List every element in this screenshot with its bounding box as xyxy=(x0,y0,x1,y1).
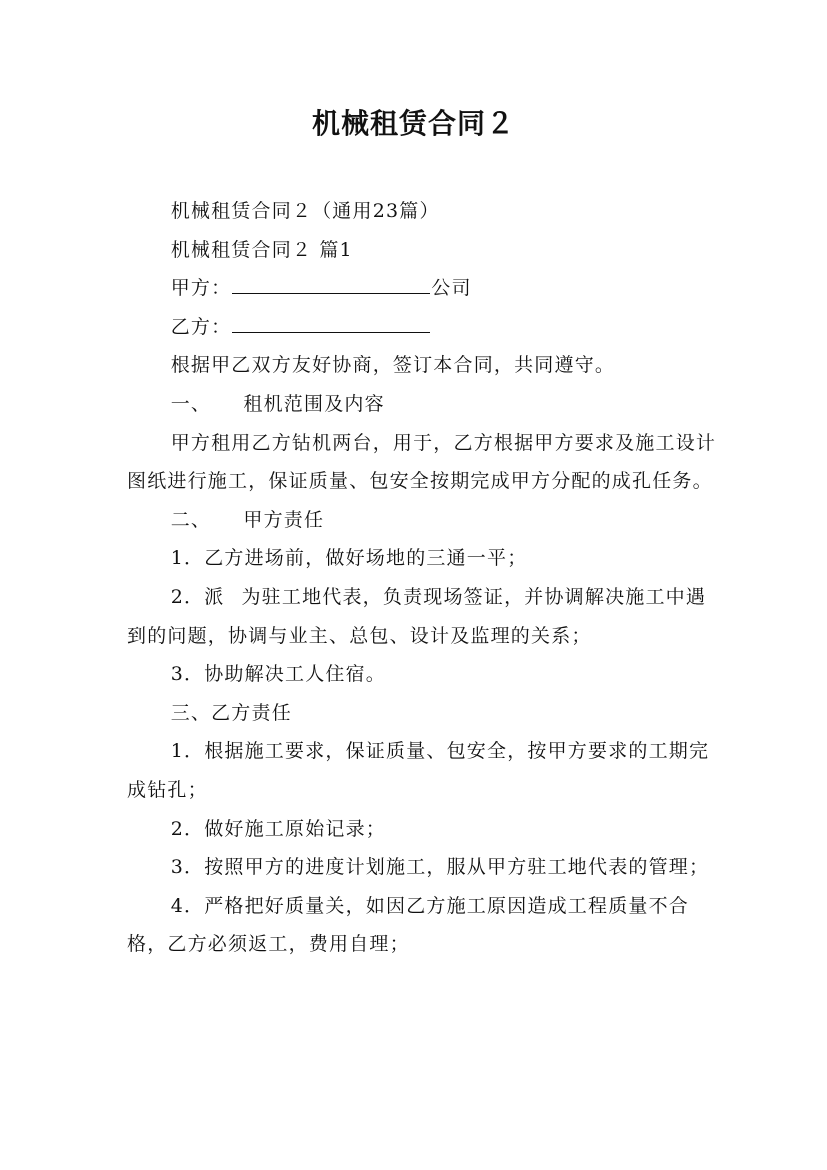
party-a-label: 甲方： xyxy=(170,277,232,300)
item-text: 协助解决工人住宿。 xyxy=(204,663,386,686)
item-text: 根据施工要求，保证质量、包安全，按甲方要求的工期完成钻孔； xyxy=(127,740,710,801)
item-number: 2． xyxy=(170,817,205,840)
section-heading: 机械租赁合同２ 篇1 xyxy=(170,238,353,261)
section-2-item-3 xyxy=(127,655,719,694)
item-text: 做好施工原始记录； xyxy=(204,817,386,840)
section-1-heading xyxy=(127,385,719,424)
document-title: 机械租赁合同２ xyxy=(311,107,515,140)
item-text: 严格把好质量关，如因乙方施工原因造成工程质量不合格，乙方必须返工，费用自理； xyxy=(127,894,689,956)
item-number: 1． xyxy=(170,740,205,763)
item-number: 3． xyxy=(170,856,205,879)
section-3-item-3 xyxy=(127,848,719,887)
section-2-item-1 xyxy=(127,539,719,578)
item-number: 2． xyxy=(170,585,205,608)
item-number: 4． xyxy=(170,894,205,917)
document-body xyxy=(127,192,719,964)
section-3-item-1 xyxy=(127,732,719,809)
item-number: 3． xyxy=(170,663,205,686)
party-a-suffix: 公司 xyxy=(431,277,472,300)
section-2-number: 二、 xyxy=(170,508,212,531)
section-3-heading: 三、乙方责任 xyxy=(170,701,292,724)
item-text: 乙方进场前，做好场地的三通一平； xyxy=(204,547,528,570)
party-b-blank-line xyxy=(232,331,430,333)
agreement-paragraph: 根据甲乙双方友好协商，签订本合同，共同遵守。 xyxy=(170,354,616,377)
section-2-item-2 xyxy=(127,578,719,655)
section-2-title: 甲方责任 xyxy=(243,508,325,531)
party-a-line xyxy=(127,269,719,308)
item-text-start: 派 xyxy=(204,585,225,608)
party-b-line xyxy=(127,308,719,347)
item-text: 按照甲方的进度计划施工，服从甲方驻工地代表的管理； xyxy=(204,856,710,879)
item-number: 1． xyxy=(170,547,205,570)
party-b-label: 乙方： xyxy=(170,315,232,338)
section-3-item-2 xyxy=(127,810,719,849)
party-a-blank-line xyxy=(232,292,430,294)
section-1-paragraph: 甲方租用乙方钻机两台，用于，乙方根据甲方要求及施工设计图纸进行施工，保证质量、包安全按期完成甲方分配的成孔任务。 xyxy=(127,431,717,493)
section-1-number: 一、 xyxy=(170,392,212,415)
section-1-title: 租机范围及内容 xyxy=(243,392,385,415)
subtitle-paragraph: 机械租赁合同２（通用23篇） xyxy=(170,200,440,222)
section-2-heading xyxy=(127,501,719,540)
item-text: 为驻工地代表，负责现场签证，并协调解决施工中遇到的问题，协调与业主、总包、设计及监理的关系； xyxy=(127,585,707,647)
section-3-item-4 xyxy=(127,887,719,964)
